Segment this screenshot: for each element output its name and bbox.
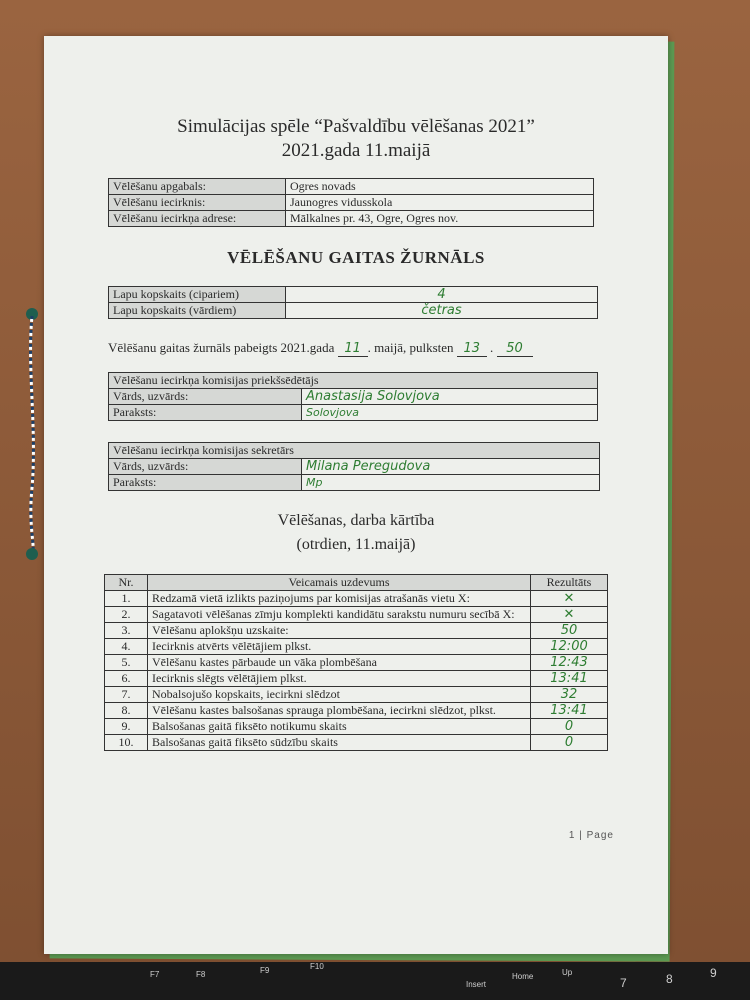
table-row bbox=[105, 687, 608, 703]
completion-day: 11 bbox=[338, 341, 368, 357]
key-insert: Insert bbox=[466, 980, 487, 989]
task-result: 13:41 bbox=[531, 671, 608, 687]
info-label: Vēlēšanu iecirkņa adrese: bbox=[109, 211, 286, 227]
secretary-name-value: Milana Peregudova bbox=[302, 459, 600, 475]
chair-sign-label: Paraksts: bbox=[109, 405, 302, 421]
info-value: Mālkalnes pr. 43, Ogre, Ogres nov. bbox=[286, 211, 594, 227]
task-description: Vēlēšanu kastes pārbaude un vāka plombēšana bbox=[148, 655, 531, 671]
task-number: 8. bbox=[105, 703, 148, 719]
table-row bbox=[105, 607, 608, 623]
info-table bbox=[108, 178, 594, 227]
task-result: 12:00 bbox=[531, 639, 608, 655]
tasks-header-nr: Nr. bbox=[105, 575, 148, 591]
task-number: 5. bbox=[105, 655, 148, 671]
keyboard-edge bbox=[0, 962, 750, 1000]
document-date: 2021.gada 11.maijā bbox=[281, 140, 431, 161]
page-count-row bbox=[109, 303, 598, 319]
key-9: 9 bbox=[710, 966, 717, 980]
info-value: Jaunogres vidusskola bbox=[286, 195, 594, 211]
task-number: 2. bbox=[105, 607, 148, 623]
task-number: 3. bbox=[105, 623, 148, 639]
key-f9: F9 bbox=[260, 966, 270, 975]
document-title: Simulācijas spēle “Pašvaldību vēlēšanas 2021” bbox=[177, 116, 535, 137]
key-home: Home bbox=[512, 972, 534, 981]
completion-minute: 50 bbox=[497, 341, 533, 357]
page-count-label: Lapu kopskaits (vārdiem) bbox=[109, 303, 286, 319]
key-f7: F7 bbox=[150, 970, 160, 979]
table-row bbox=[105, 623, 608, 639]
page-count-value: četras bbox=[286, 303, 598, 319]
table-row bbox=[105, 655, 608, 671]
info-row bbox=[109, 211, 594, 227]
document-page bbox=[44, 36, 668, 954]
chair-name-label: Vārds, uzvārds: bbox=[109, 389, 302, 405]
task-number: 1. bbox=[105, 591, 148, 607]
task-result: 0 bbox=[531, 719, 608, 735]
completion-prefix: Vēlēšanu gaitas žurnāls pabeigts 2021.gada bbox=[108, 340, 335, 355]
task-description: Redzamā vietā izlikts paziņojums par komisijas atrašanās vietu X: bbox=[148, 591, 531, 607]
task-result: 13:41 bbox=[531, 703, 608, 719]
info-value: Ogres novads bbox=[286, 179, 594, 195]
tasks-header-task: Veicamais uzdevums bbox=[148, 575, 531, 591]
info-label: Vēlēšanu apgabals: bbox=[109, 179, 286, 195]
table-row bbox=[105, 719, 608, 735]
task-result: 0 bbox=[531, 735, 608, 751]
completion-sentence bbox=[108, 340, 533, 357]
agenda-date: (otrdien, 11.maijā) bbox=[296, 536, 416, 553]
task-result: ✕ bbox=[531, 607, 608, 623]
table-row bbox=[105, 591, 608, 607]
table-row bbox=[105, 735, 608, 751]
completion-hour: 13 bbox=[457, 341, 487, 357]
tasks-header-result: Rezultāts bbox=[531, 575, 608, 591]
page-count-value: 4 bbox=[286, 287, 598, 303]
task-description: Sagatavoti vēlēšanas zīmju komplekti kandidātu sarakstu numuru secībā X: bbox=[148, 607, 531, 623]
secretary-sign-label: Paraksts: bbox=[109, 475, 302, 491]
table-row bbox=[105, 703, 608, 719]
chair-header: Vēlēšanu iecirkņa komisijas priekšsēdētājs bbox=[109, 373, 598, 389]
task-result: 32 bbox=[531, 687, 608, 703]
key-f10: F10 bbox=[310, 962, 324, 971]
page-count-row bbox=[109, 287, 598, 303]
agenda-title: Vēlēšanas, darba kārtība bbox=[277, 512, 435, 529]
task-description: Vēlēšanu kastes balsošanas sprauga plombēšana, iecirkni slēdzot, plkst. bbox=[148, 703, 531, 719]
info-row bbox=[109, 179, 594, 195]
chair-name-value: Anastasija Solovjova bbox=[302, 389, 598, 405]
table-row bbox=[105, 671, 608, 687]
tasks-table bbox=[104, 574, 608, 751]
task-result: 50 bbox=[531, 623, 608, 639]
page-number: 1 | Page bbox=[568, 830, 614, 841]
secretary-name-label: Vārds, uzvārds: bbox=[109, 459, 302, 475]
task-number: 9. bbox=[105, 719, 148, 735]
task-number: 7. bbox=[105, 687, 148, 703]
journal-heading: VĒLĒŠANU GAITAS ŽURNĀLS bbox=[227, 248, 485, 267]
binding-knot-bottom bbox=[26, 548, 38, 560]
key-8: 8 bbox=[666, 972, 673, 986]
info-label: Vēlēšanu iecirknis: bbox=[109, 195, 286, 211]
task-description: Iecirknis slēgts vēlētājiem plkst. bbox=[148, 671, 531, 687]
task-number: 4. bbox=[105, 639, 148, 655]
secretary-header: Vēlēšanu iecirkņa komisijas sekretārs bbox=[109, 443, 600, 459]
key-7: 7 bbox=[620, 976, 627, 990]
task-result: 12:43 bbox=[531, 655, 608, 671]
secretary-signature: Mp bbox=[302, 475, 600, 491]
page-count-label: Lapu kopskaits (cipariem) bbox=[109, 287, 286, 303]
chair-signature: Solovjova bbox=[302, 405, 598, 421]
table-row bbox=[105, 639, 608, 655]
task-result: ✕ bbox=[531, 591, 608, 607]
task-description: Balsošanas gaitā fiksēto notikumu skaits bbox=[148, 719, 531, 735]
task-description: Balsošanas gaitā fiksēto sūdzību skaits bbox=[148, 735, 531, 751]
completion-mid: . maijā, pulksten bbox=[367, 340, 454, 355]
completion-sep: . bbox=[490, 340, 494, 355]
task-description: Nobalsojušo kopskaits, iecirkni slēdzot bbox=[148, 687, 531, 703]
key-f8: F8 bbox=[196, 970, 206, 979]
page-count-table bbox=[108, 286, 598, 319]
secretary-table bbox=[108, 442, 600, 491]
info-row bbox=[109, 195, 594, 211]
chair-table bbox=[108, 372, 598, 421]
task-number: 10. bbox=[105, 735, 148, 751]
task-description: Vēlēšanu aplokšņu uzskaite: bbox=[148, 623, 531, 639]
key-up: Up bbox=[562, 968, 573, 977]
binding-string bbox=[26, 308, 38, 560]
task-description: Iecirknis atvērts vēlētājiem plkst. bbox=[148, 639, 531, 655]
task-number: 6. bbox=[105, 671, 148, 687]
